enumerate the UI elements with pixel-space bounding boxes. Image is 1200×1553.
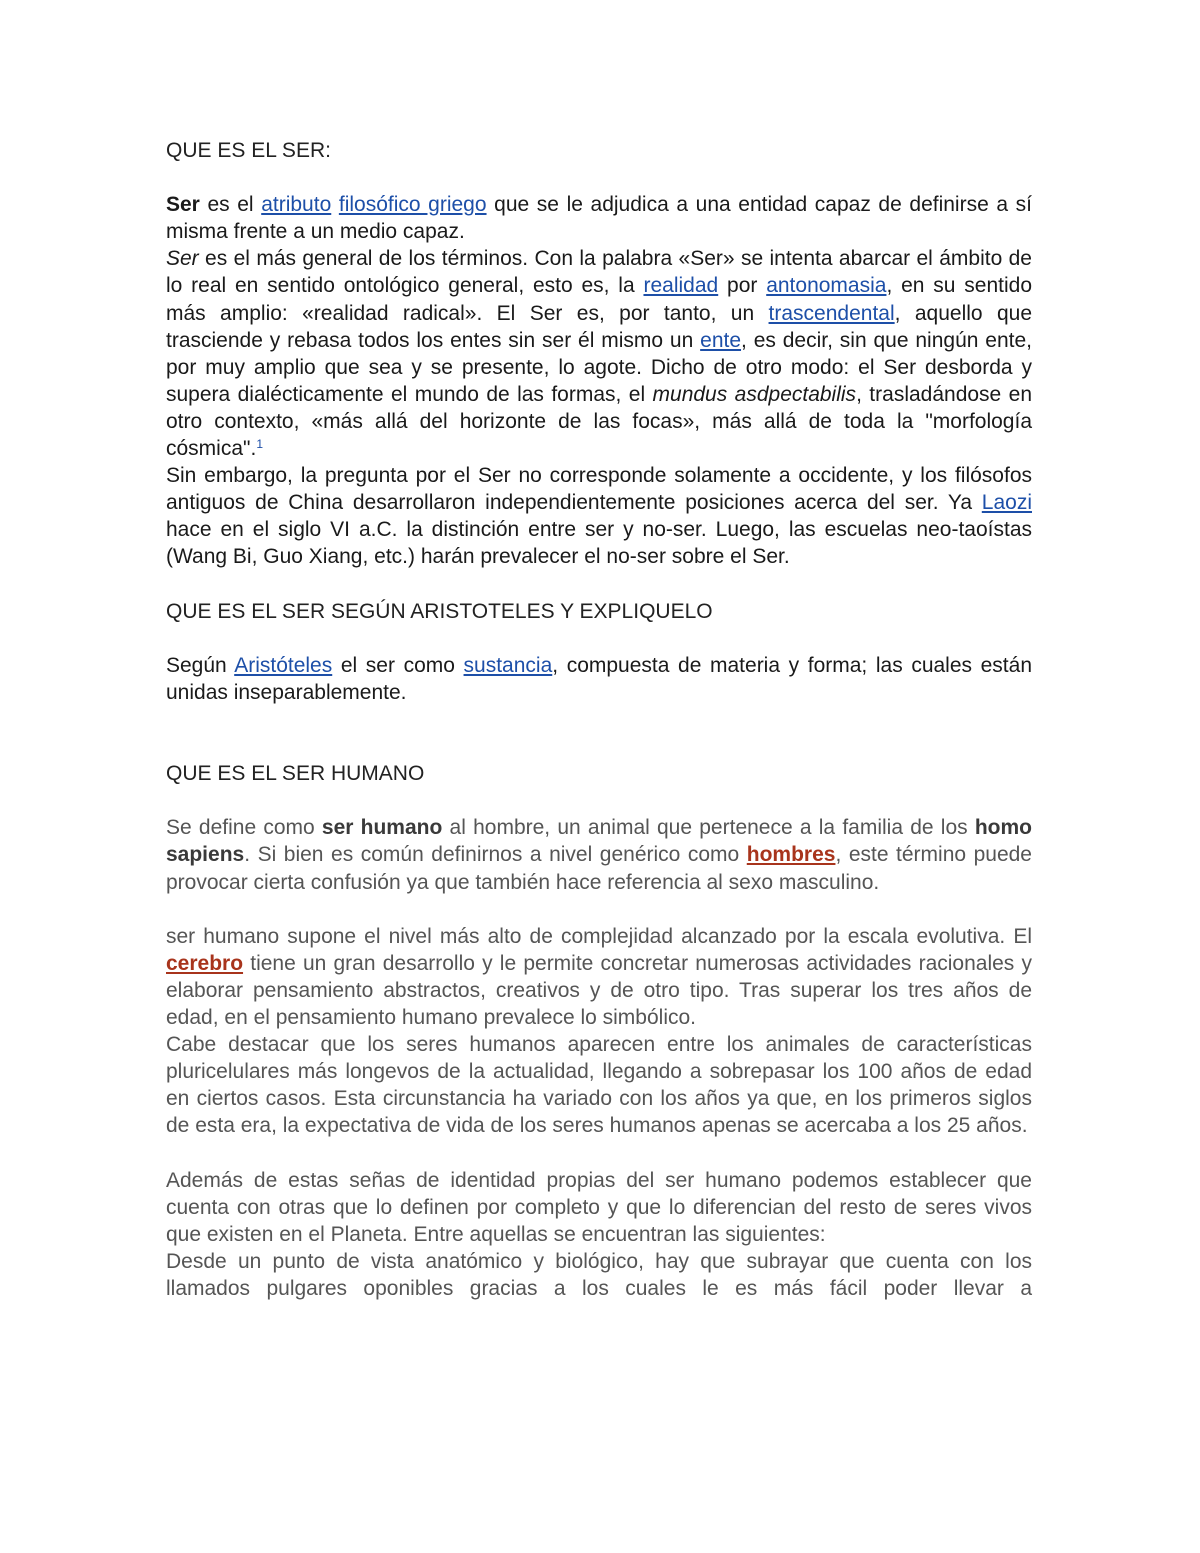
italic-term: mundus asdpectabilis	[652, 382, 857, 406]
text-run: , en su sentido más amplio: «realidad radical». El Ser es, por tanto, un	[166, 274, 1032, 325]
link-cerebro[interactable]: cerebro	[166, 951, 244, 975]
paragraph-longevidad: Cabe destacar que los seres humanos aparecen entre los animales de características pluricelulares más longevos de la actualidad, llegando a sobrepasar los 100 años de edad en ciertos casos. Esta circunstancia ha variado con los años ya que, en los primeros siglos de esta era, la expectativa de vida de los seres humanos apenas se acercaba a los 25 años.	[166, 1033, 1032, 1138]
text-run: ser humano supone el nivel más alto de complejidad alcanzado por la escala evolutiva. El	[166, 924, 1032, 948]
document-page	[166, 137, 1032, 1302]
bold-term: homo sapiens	[166, 816, 1033, 867]
paragraph-ser-definicion	[166, 191, 1032, 245]
link-ente[interactable]: ente	[700, 328, 742, 352]
paragraph-complejidad	[166, 923, 1032, 1031]
spacer	[166, 571, 1032, 598]
link-hombres[interactable]: hombres	[746, 843, 836, 867]
paragraph-ser-humano-definicion	[166, 814, 1032, 895]
heading-ser-aristoteles: QUE ES EL SER SEGÚN ARISTOTELES Y EXPLIQUELO	[166, 599, 713, 623]
paragraph-ser-china	[166, 462, 1032, 570]
text-run: , compuesta de materia y forma; las cuales están unidas inseparablemente.	[166, 653, 1032, 704]
link-realidad[interactable]: realidad	[643, 274, 719, 298]
text-run: tiene un gran desarrollo y le permite concretar numerosas actividades racionales y elaborar pensamiento abstractos, creativos y de otro tipo. Tras superar los tres años de edad, en el pensamiento humano prevalece lo simbólico.	[166, 951, 1032, 1029]
text-run: que se le adjudica a una entidad capaz de definirse a sí misma frente a un medio capaz.	[166, 193, 1032, 244]
paragraph-ser-terminos	[166, 245, 1032, 462]
text-run: , aquello que trasciende y rebasa todos los entes sin ser él mismo un	[166, 301, 1032, 352]
text-run: el ser como	[332, 653, 464, 677]
text-run: Según	[166, 653, 235, 677]
paragraph-aristoteles	[166, 652, 1032, 706]
link-trascendental[interactable]: trascendental	[768, 301, 895, 325]
text-run: Se define como	[166, 816, 322, 840]
text-run: es el	[199, 193, 262, 217]
text-run: por	[718, 274, 767, 298]
spacer	[166, 1139, 1032, 1166]
link-atributo[interactable]: atributo	[261, 193, 332, 217]
bold-term: ser humano	[321, 816, 443, 840]
link-aristoteles[interactable]: Aristóteles	[234, 653, 333, 677]
link-laozi[interactable]: Laozi	[981, 491, 1032, 515]
paragraph-anatomico: Desde un punto de vista anatómico y biológico, hay que subrayar que cuenta con los llamados pulgares oponibles gracias a los cuales le es más fácil poder llevar a	[166, 1249, 1032, 1300]
text-run: hace en el siglo VI a.C. la distinción entre ser y no-ser. Luego, las escuelas neo-taoístas (Wang Bi, Guo Xiang, etc.) harán prevalecer el no-ser sobre el Ser.	[166, 518, 1032, 569]
text-run: es el más general de los términos. Con la palabra «Ser» se intenta abarcar el ámbito de lo real en sentido ontológico general, esto es, la	[166, 247, 1032, 298]
text-run: Sin embargo, la pregunta por el Ser no corresponde solamente a occidente, y los filósofos antiguos de China desarrollaron independientemente posiciones acerca del ser. Ya	[166, 464, 1032, 515]
paragraph-identidad: Además de estas señas de identidad propias del ser humano podemos establecer que cuenta con otras que lo definen por completo y que lo diferencian del resto de seres vivos que existen en el Planeta. Entre aquellas se encuentran las siguientes:	[166, 1168, 1032, 1246]
text-run: al hombre, un animal que pertenece a la familia de los	[442, 816, 975, 840]
link-antonomasia[interactable]: antonomasia	[766, 274, 887, 298]
italic-term: Ser	[166, 247, 199, 271]
heading-ser-humano: QUE ES EL SER HUMANO	[166, 762, 425, 786]
text-run: , este término puede provocar cierta confusión ya que también hace referencia al sexo masculino.	[166, 843, 1032, 894]
spacer	[166, 896, 1032, 923]
link-filosofico-griego[interactable]: filosófico griego	[338, 193, 487, 217]
spacer	[166, 625, 1032, 652]
spacer	[166, 164, 1032, 191]
footnote-marker[interactable]: 1	[256, 437, 263, 452]
link-sustancia[interactable]: sustancia	[463, 653, 553, 677]
heading-que-es-el-ser: QUE ES EL SER:	[166, 139, 331, 162]
text-run: , es decir, sin que ningún ente, por muy amplio que sea y se presente, lo agote. Dicho de otro modo: el Ser desborda y supera dialécticamente el mundo de las formas, el	[166, 328, 1032, 406]
spacer	[166, 706, 1032, 760]
spacer	[166, 787, 1032, 814]
bold-term: Ser	[166, 193, 200, 217]
text-run	[331, 193, 339, 216]
text-run: . Si bien es común definirnos a nivel genérico como	[244, 843, 747, 867]
text-run: , trasladándose en otro contexto, «más allá del horizonte de las focas», más allá de toda la "morfología cósmica".	[166, 382, 1033, 461]
